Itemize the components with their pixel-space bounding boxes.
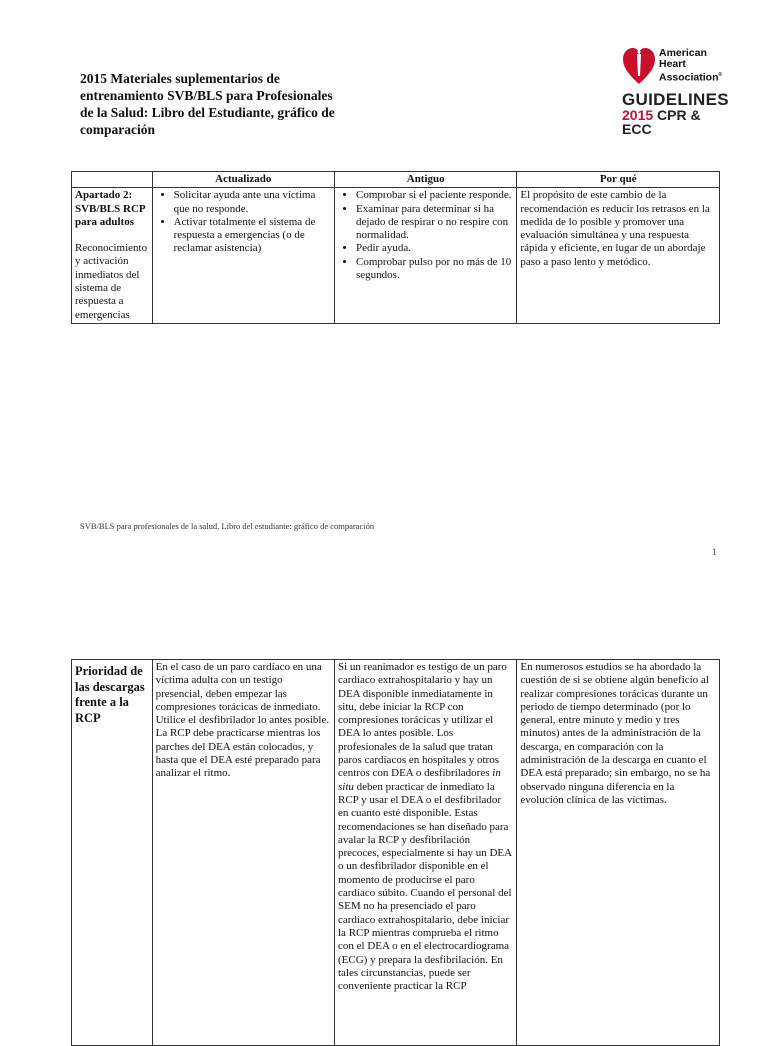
why-cell: En numerosos estudios se ha abordado la cuestión de si se obtiene algún beneficio al realizar compresiones torácicas durante un periodo de tiempo determinado (por lo general, entre minuto y medio y tres minutos) antes de la administración de la descarga, en comparación con la administración de la descarga en cuanto el DEA está preparado; sin embargo, no se ha observado ninguna diferencia en la evolución clínica de las víctimas. xyxy=(517,660,720,1046)
old-cell: Si un reanimador es testigo de un paro cardíaco extrahospitalario y hay un DEA disponible inmediatamente in situ, debe iniciar la RCP con compresiones torácicas y utilizar el DEA lo antes posible. Los profesionales de la salud que tratan paros cardíacos en hospitales y otros centros con DEA o desfibriladores in situ deben practicar de inmediato la RCP y usar el DEA o el desfibrilador en cuanto esté disponible. Estas recomendaciones se han diseñado para avalar la RCP y desfibrilación precoces, especialmente si hay un DEA o un desfibrilador disponible en el momento de producirse el paro cardíaco súbito. Cuando el personal del SEM no ha presenciado el paro cardíaco extrahospitalario, debe iniciar la RCP mientras comprueba el ritmo con el DEA o en el electrocardiograma (ECG) y prepara la desfibrilación. En tales circunstancias, puede ser conveniente practicar la RCP xyxy=(335,660,517,1046)
page-footer: SVB/BLS para profesionales de la salud, Libro del estudiante: gráfico de comparación xyxy=(80,521,375,531)
aha-guidelines-logo xyxy=(622,46,732,136)
updated-cell xyxy=(152,188,334,324)
header-updated: Actualizado xyxy=(152,172,334,188)
aha-wordmark: American Heart Association® xyxy=(659,47,723,84)
italic-term: in situ xyxy=(338,767,501,793)
aha-heart-torch-icon xyxy=(622,46,656,86)
list-item: • Comprobar si el paciente responde. xyxy=(356,189,513,202)
comparison-table-top xyxy=(71,171,720,324)
table-header-row xyxy=(72,172,720,188)
list-item: • Activar totalmente el sistema de respuesta a emergencias (o de reclamar asistencia) xyxy=(174,216,331,256)
page-number: 1 xyxy=(712,547,717,557)
header-why: Por qué xyxy=(517,172,720,188)
comparison-table-bottom xyxy=(71,659,720,1046)
list-item: • Comprobar pulso por no más de 10 segundos. xyxy=(356,256,513,283)
section-subtitle: Reconocimiento y activación inmediatos del sistema de respuesta a emergencias xyxy=(75,242,148,321)
document-title: 2015 Materiales suplementarios de entrenamiento SVB/BLS para Profesionales de la Salud: Libro del Estudiante, gráfico de comparación xyxy=(80,71,335,137)
table-row xyxy=(72,188,720,324)
section-title: Prioridad de las descargas frente a la RCP xyxy=(72,660,153,1046)
guidelines-label: GUIDELINES xyxy=(622,90,729,109)
list-item: • Pedir ayuda. xyxy=(356,242,513,255)
updated-cell: En el caso de un paro cardíaco en una víctima adulta con un testigo presencial, deben empezar las compresiones torácicas de inmediato. Utilice el desfibrilador lo antes posible. La RCP debe practicarse mientras los parches del DEA están colocados, y hasta que el DEA esté preparado para analizar el ritmo. xyxy=(152,660,334,1046)
list-item: • Examinar para determinar si ha dejado de respirar o no respire con normalidad. xyxy=(356,203,513,243)
guidelines-year: 2015 CPR & ECC xyxy=(622,107,701,137)
header-empty xyxy=(72,172,153,188)
old-cell xyxy=(335,188,517,324)
list-item: • Solicitar ayuda ante una víctima que no responde. xyxy=(174,189,331,216)
why-cell: El propósito de este cambio de la recomendación es reducir los retrasos en la medida de lo posible y promover una evaluación simultánea y una respuesta rápida y eficiente, en lugar de un abordaje paso a paso lento y metódico. xyxy=(517,188,720,324)
table-row xyxy=(72,660,720,1046)
section-title: Apartado 2: SVB/BLS RCP para adultos xyxy=(75,189,145,228)
section-cell xyxy=(72,188,153,324)
header-old: Antiguo xyxy=(335,172,517,188)
